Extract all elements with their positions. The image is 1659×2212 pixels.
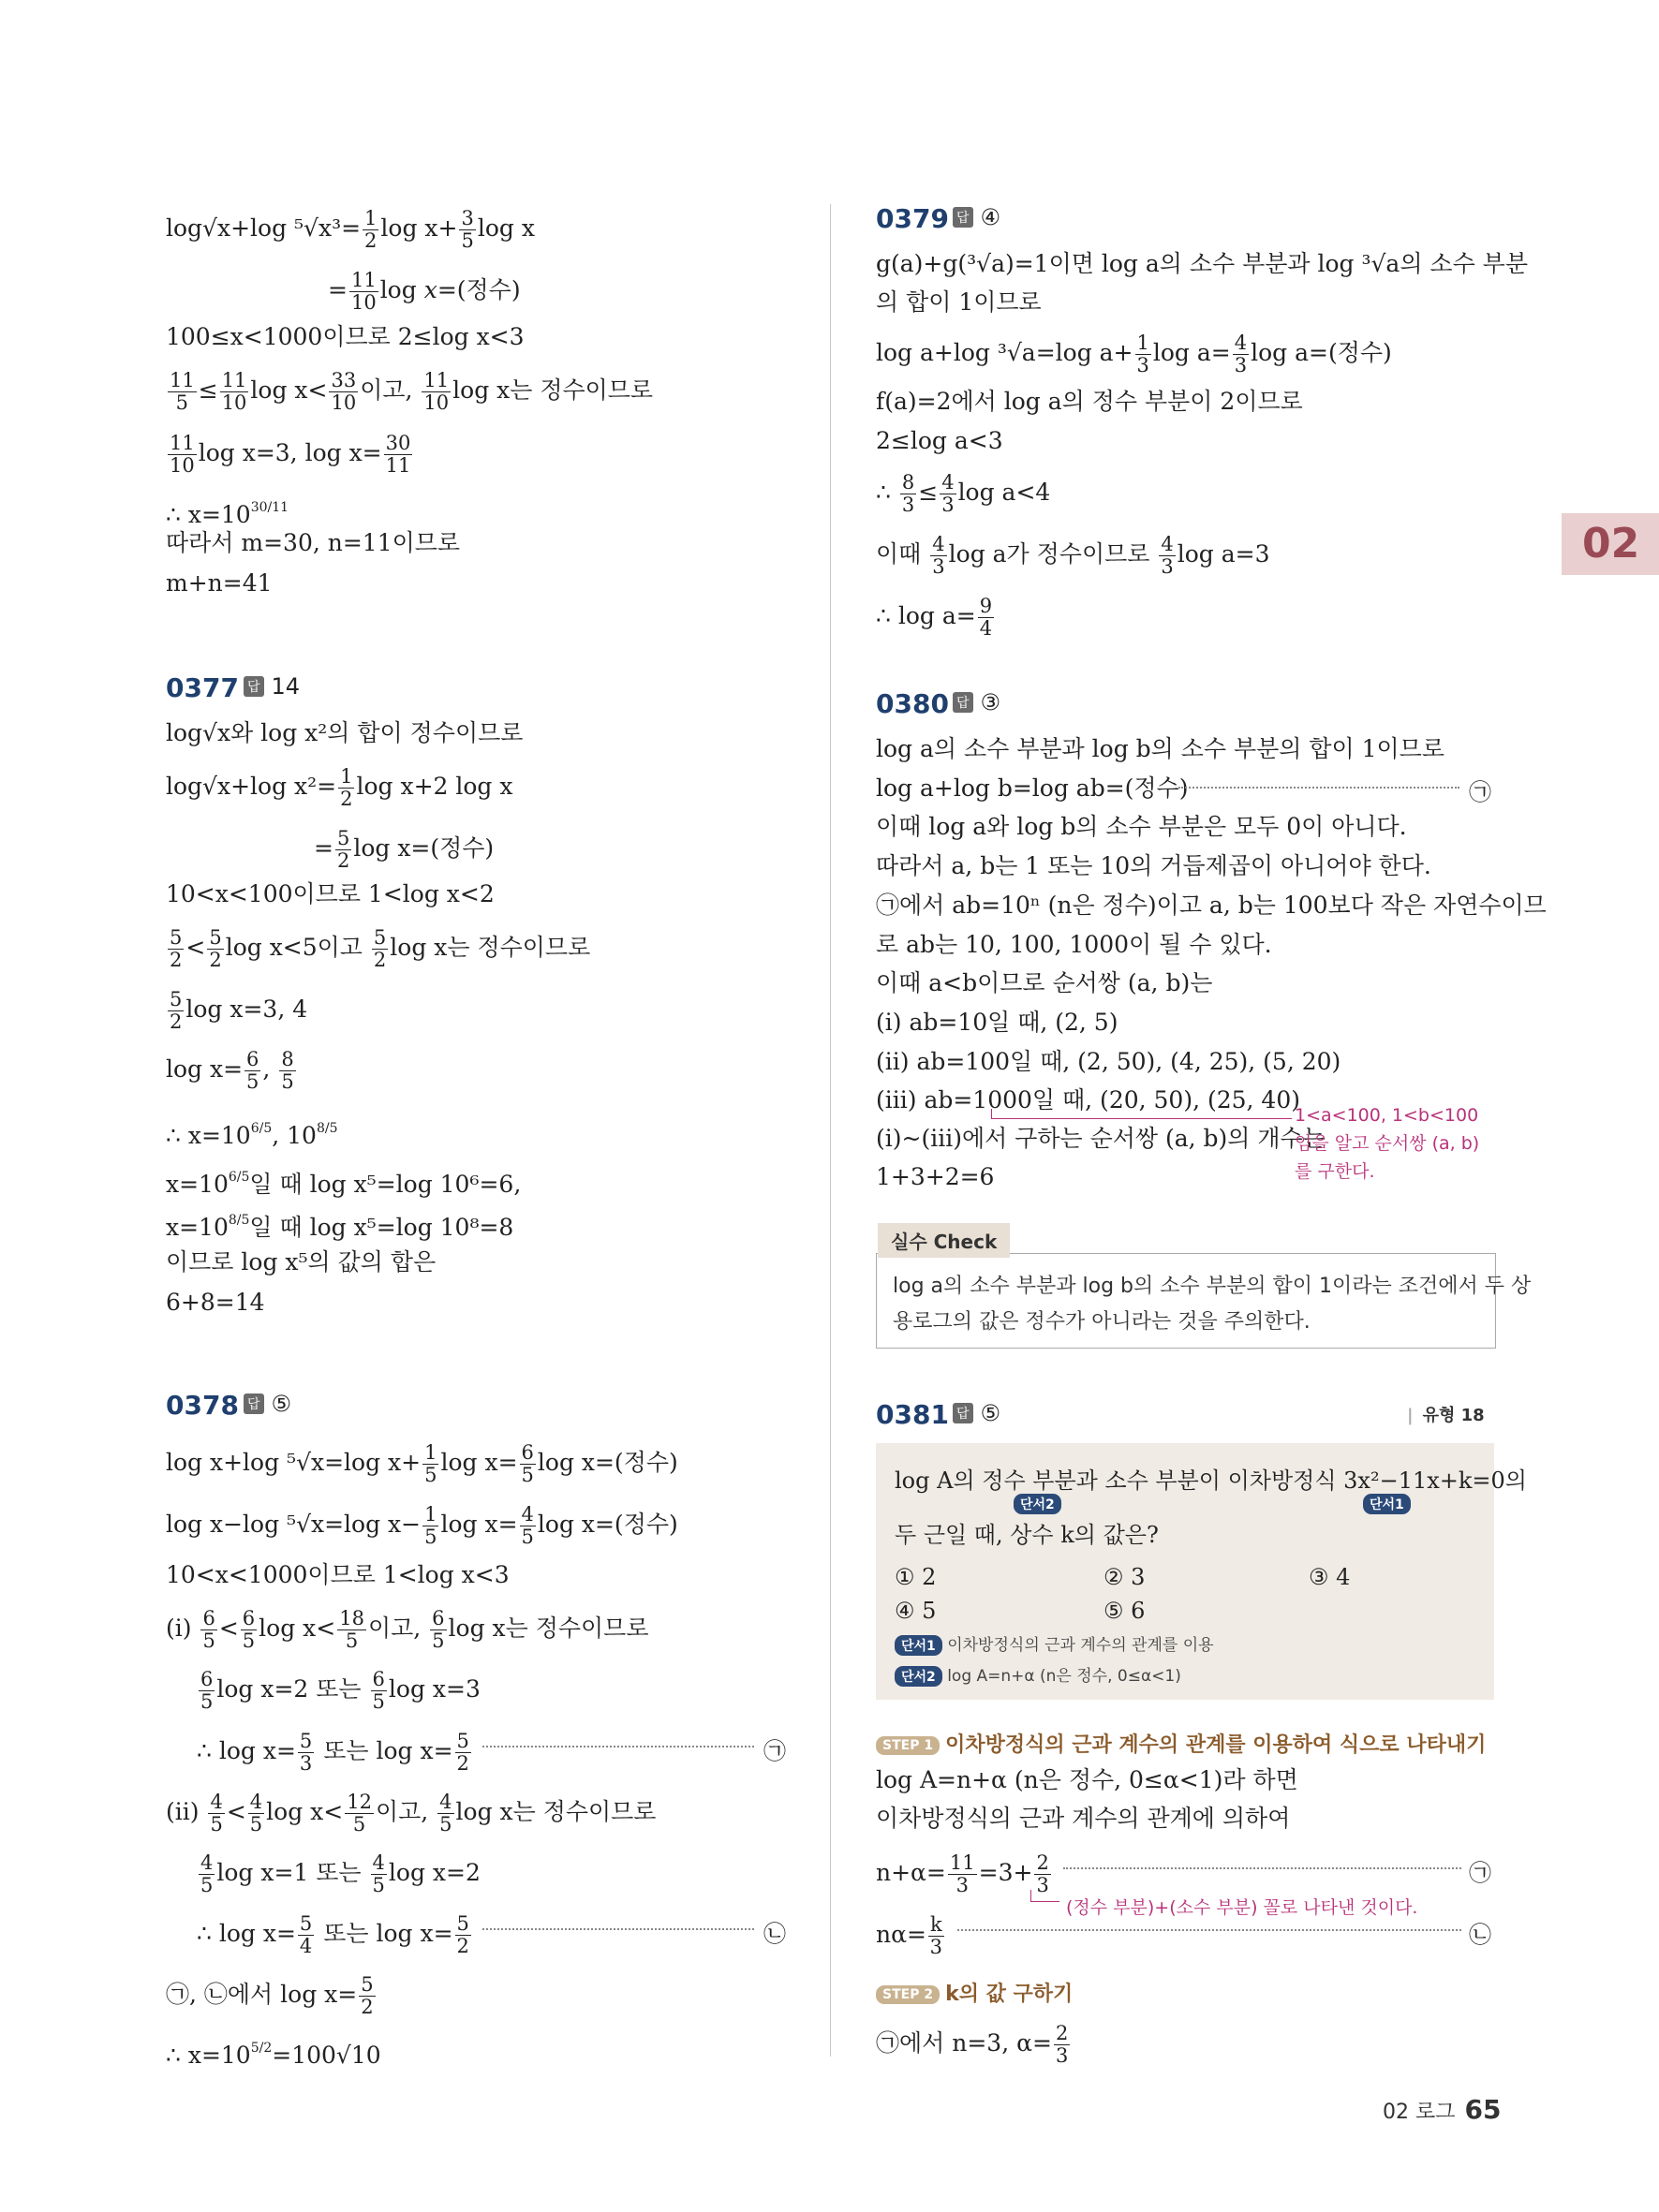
- eq-line: 이므로 log x⁵의 값의 합은: [166, 1248, 437, 1276]
- eq-line: log a의 소수 부분과 log b의 소수 부분의 합이 1이므로: [876, 735, 1444, 762]
- eq-line: $x=10^{6/5}$일 때 log x⁵=log 10⁶=6,: [166, 1170, 522, 1198]
- eq-line: $\frac{11}{10}$ log x=3, log x= $\frac{30}{11}$: [170, 432, 411, 477]
- eq-line: $\frac{6}{5}$ log x=2 또는 $\frac{6}{5}$ log x=3: [200, 1668, 481, 1713]
- eq-line: $x=10^{8/5}$일 때 log x⁵=log 10⁸=8: [166, 1213, 514, 1241]
- problem-text: log A의 정수 부분과 소수 부분이 이차방정식 3x²−11x+k=0의: [895, 1467, 1527, 1494]
- eq-line: 이차방정식의 근과 계수의 관계에 의하여: [876, 1805, 1291, 1832]
- step-heading: STEP 1 이차방정식의 근과 계수의 관계를 이용하여 식으로 나타내기: [876, 1729, 1486, 1758]
- eq-line: 1+3+2=6: [876, 1163, 995, 1190]
- choice: ① 2: [895, 1564, 937, 1590]
- choice: ③ 4: [1309, 1564, 1351, 1590]
- eq-line: 이때 log a와 log b의 소수 부분은 모두 0이 아니다.: [876, 813, 1407, 840]
- eq-line: (ⅰ) ab=10일 때, (2, 5): [876, 1009, 1118, 1036]
- choice: ② 3: [1104, 1564, 1146, 1590]
- circled-label: ㉠: [763, 1738, 786, 1764]
- eq-line: m+n=41: [166, 569, 273, 597]
- check-text: log a의 소수 부분과 log b의 소수 부분의 합이 1이라는 조건에서 두 상: [893, 1275, 1532, 1298]
- eq-line: (ⅰ) $\frac{6}{5}$ < $\frac{6}{5}$ log x< $\frac{18}{5}$ 이고, $\frac{6}{5}$ log x는 정수이므로: [166, 1607, 649, 1652]
- eq-line: 10<x<100이므로 1<log x<2: [166, 880, 495, 907]
- problem-number-0381: 0381: [876, 1399, 949, 1430]
- eq-line: $\frac{4}{5}$ log x=1 또는 $\frac{4}{5}$ log x=2: [200, 1851, 481, 1896]
- problem-text: 두 근일 때, 상수 k의 값은?: [895, 1522, 1159, 1548]
- eq-line: 6+8=14: [166, 1289, 265, 1316]
- problem-number-0377: 0377: [166, 672, 239, 703]
- check-text: 용로그의 값은 정수가 아니라는 것을 주의한다.: [893, 1310, 1311, 1334]
- check-label: 실수 Check: [878, 1223, 1010, 1258]
- choice: ⑤ 6: [1104, 1598, 1146, 1624]
- eq-line: log x+log ⁵√x=log x+ $\frac{1}{5}$ log x= $\frac{6}{5}$ log x=(정수): [166, 1441, 678, 1486]
- dotted-leader: [482, 1928, 754, 1930]
- eq-line: ㉠, ㉡에서 log x= $\frac{5}{2}$: [166, 1973, 374, 2018]
- eq-line: nα= $\frac{k}{3}$: [876, 1913, 942, 1958]
- eq-line: 10<x<1000이므로 1<log x<3: [166, 1561, 510, 1588]
- choice: ④ 5: [895, 1598, 937, 1624]
- eq-line: ∴ $x=10^{5/2}=100√10$: [166, 2041, 381, 2069]
- hint-tag: 단서2: [1014, 1494, 1061, 1514]
- problem-type: | 유형 18: [1407, 1406, 1485, 1425]
- annotation-connector: [991, 1109, 1292, 1119]
- eq-line: 따라서 m=30, n=11이므로: [166, 529, 461, 556]
- eq-line: $\frac{5}{2}$ log x=3, 4: [170, 988, 308, 1033]
- eq-line: (ⅱ) ab=100일 때, (2, 50), (4, 25), (5, 20): [876, 1048, 1341, 1075]
- annotation-note: 를 구한다.: [1295, 1161, 1375, 1182]
- eq-line: log√x와 log x²의 합이 정수이므로: [166, 719, 524, 746]
- eq-line: g(a)+g(³√a)=1이면 log a의 소수 부분과 log ³√a의 소수 부분: [876, 250, 1528, 277]
- annotation-note: 임을 알고 순서쌍 (a, b): [1295, 1133, 1480, 1154]
- eq-line: ∴ log x= $\frac{5}{4}$ 또는 log x= $\frac{5}{2}$: [197, 1912, 469, 1957]
- eq-line: $\frac{5}{2}$ < $\frac{5}{2}$ log x<5이고 $\frac{5}{2}$ log x는 정수이므로: [170, 926, 591, 971]
- annotation-connector: [1030, 1890, 1059, 1902]
- eq-line: ㉠에서 ab=10ⁿ (n은 정수)이고 a, b는 100보다 작은 자연수이므: [876, 892, 1547, 919]
- eq-line: n+α= $\frac{11}{3}$ =3+ $\frac{2}{3}$: [876, 1851, 1049, 1896]
- eq-line: log x= $\frac{6}{5}$ , $\frac{8}{5}$: [166, 1048, 294, 1093]
- eq-line: 2≤log a<3: [876, 427, 1003, 454]
- hint-line: 단서1 이차방정식의 근과 계수의 관계를 이용: [895, 1631, 1214, 1656]
- answer-0379: 답 ④: [953, 204, 1000, 230]
- eq-line: log a+log ³√a=log a+ $\frac{1}{3}$ log a= $\frac{4}{3}$ log a=(정수): [876, 332, 1392, 376]
- eq-line: log√x+log x²= $\frac{1}{2}$ log x+2 log x: [166, 765, 513, 810]
- answer-0381: 답 ⑤: [953, 1400, 1000, 1426]
- eq-line: 이때 $\frac{4}{3}$ log a가 정수이므로 $\frac{4}{3}$ log a=3: [876, 533, 1270, 578]
- eq-line: 의 합이 1이므로: [876, 288, 1042, 316]
- problem-number-0380: 0380: [876, 688, 949, 719]
- dotted-leader: [1063, 1867, 1461, 1869]
- eq-line: 이때 a<b이므로 순서쌍 (a, b)는: [876, 969, 1213, 996]
- eq-line: ∴ log x= $\frac{5}{3}$ 또는 log x= $\frac{5}{2}$: [197, 1730, 469, 1775]
- annotation-note: 1<a<100, 1<b<100: [1295, 1105, 1479, 1126]
- eq-line: ㉠에서 n=3, α= $\frac{2}{3}$: [876, 2022, 1069, 2067]
- eq-line: $\frac{11}{5}$ ≤ $\frac{11}{10}$ log x< $\frac{33}{10}$ 이고, $\frac{11}{10}$ log x는 정수이므로: [170, 369, 654, 414]
- eq-line: (ⅱ) $\frac{4}{5}$ < $\frac{4}{5}$ log x< $\frac{12}{5}$ 이고, $\frac{4}{5}$ log x는 정수이므로: [166, 1791, 657, 1836]
- circled-label: ㉡: [763, 1921, 786, 1947]
- eq-line: 로 ab는 10, 100, 1000이 될 수 있다.: [876, 931, 1272, 958]
- problem-number-0378: 0378: [166, 1390, 239, 1421]
- page-footer: 02 로그 65: [1383, 2094, 1502, 2125]
- eq-line: (ⅲ) ab=1000일 때, (20, 50), (25, 40): [876, 1086, 1300, 1113]
- answer-0380: 답 ③: [953, 689, 1000, 715]
- column-divider: [830, 204, 831, 2057]
- eq-line: = $\frac{5}{2}$ log x=(정수): [314, 827, 495, 872]
- eq-line: ∴ $x=10^{30/11}$: [166, 500, 289, 528]
- problem-number-0379: 0379: [876, 203, 949, 234]
- answer-0377: 답 14: [244, 673, 300, 700]
- eq-line: = $\frac{11}{10}$ log x=(정수): [328, 269, 521, 314]
- circled-label: ㉠: [1469, 1860, 1491, 1886]
- circled-label: ㉠: [1469, 779, 1491, 805]
- dotted-leader: [482, 1746, 754, 1747]
- eq-line: 100≤x<1000이므로 2≤log x<3: [166, 323, 525, 350]
- eq-line: 따라서 a, b는 1 또는 10의 거듭제곱이 아니어야 한다.: [876, 852, 1431, 879]
- answer-0378: 답 ⑤: [244, 1391, 291, 1417]
- chapter-tab: 02: [1562, 513, 1659, 575]
- dotted-leader: [957, 1929, 1461, 1931]
- annotation-note: (정수 부분)+(소수 부분) 꼴로 나타낸 것이다.: [1066, 1897, 1418, 1918]
- circled-label: ㉡: [1469, 1922, 1491, 1948]
- step-heading: STEP 2 k의 값 구하기: [876, 1978, 1073, 2007]
- eq-line: log x−log ⁵√x=log x− $\frac{1}{5}$ log x= $\frac{4}{5}$ log x=(정수): [166, 1503, 678, 1548]
- eq-line: (ⅰ)~(ⅲ)에서 구하는 순서쌍 (a, b)의 개수는: [876, 1125, 1326, 1152]
- dotted-leader: [1178, 787, 1459, 789]
- eq-line: ∴ $\frac{8}{3}$ ≤ $\frac{4}{3}$ log a<4: [876, 471, 1051, 516]
- eq-line: f(a)=2에서 log a의 정수 부분이 2이므로: [876, 388, 1303, 415]
- eq-line: ∴ log a= $\frac{9}{4}$: [876, 595, 993, 640]
- hint-line: 단서2 log A=n+α (n은 정수, 0≤α<1): [895, 1662, 1181, 1687]
- hint-tag: 단서1: [1363, 1494, 1411, 1514]
- eq-line: ∴ $x=10^{6/5}$, $10^{8/5}$: [166, 1121, 338, 1149]
- eq-line: log a+log b=log ab=(정수): [876, 774, 1189, 802]
- eq-line: log√x+log ⁵√x³= $\frac{1}{2}$ log x+ $\frac{3}{5}$ log x: [166, 207, 535, 252]
- eq-line: log A=n+α (n은 정수, 0≤α<1)라 하면: [876, 1766, 1298, 1793]
